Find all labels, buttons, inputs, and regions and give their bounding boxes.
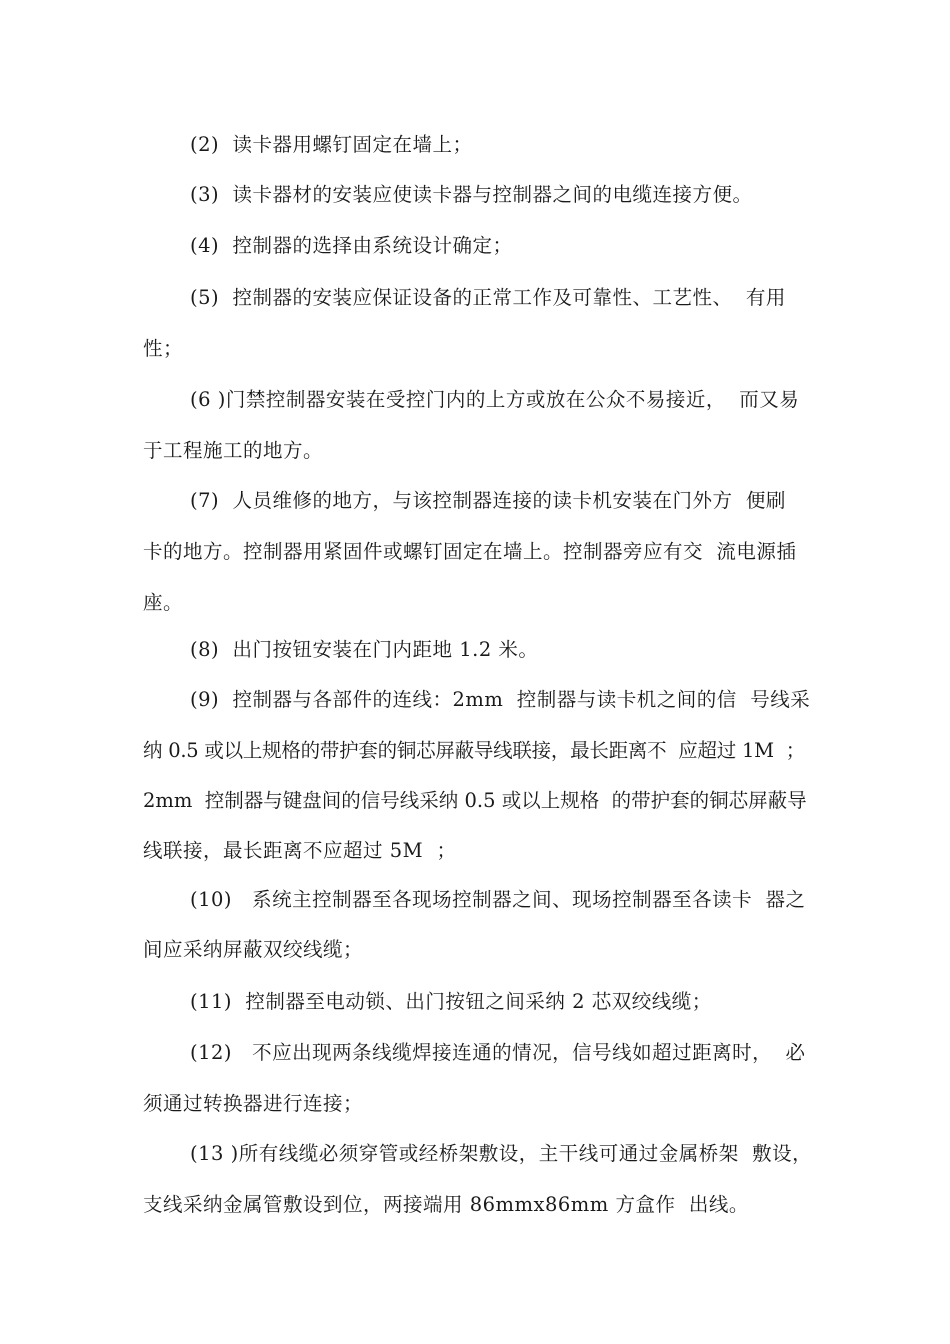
paragraph-line: 间应采纳屏蔽双绞线缆； [143, 938, 364, 961]
paragraph-line: (6 )门禁控制器安装在受控门内的上方或放在公众不易接近， 而又易 [190, 388, 800, 411]
paragraph-line: (4) 控制器的选择由系统设计确定； [190, 234, 513, 257]
paragraph-line: 线联接，最长距离不应超过 5M ； [143, 839, 457, 862]
paragraph-line: 于工程施工的地方。 [143, 439, 324, 462]
paragraph-line: (13 )所有线缆必须穿管或经桥架敷设，主干线可通过金属桥架 敷设， [190, 1142, 813, 1165]
paragraph-line: (11) 控制器至电动锁、出门按钮之间采纳 2 芯双绞线缆； [190, 990, 712, 1013]
paragraph-line: 须通过转换器进行连接； [143, 1092, 364, 1115]
paragraph-line: (8) 出门按钮安装在门内距地 1.2 米。 [190, 638, 539, 661]
paragraph-line: (12) 不应出现两条线缆焊接连通的情况，信号线如超过距离时， 必 [190, 1041, 806, 1064]
paragraph-line: (2) 读卡器用螺钉固定在墙上； [190, 133, 473, 156]
paragraph-line: (9) 控制器与各部件的连线：2mm 控制器与读卡机之间的信 号线采 [190, 688, 811, 711]
paragraph-line: 2mm 控制器与键盘间的信号线采纳 0.5 或以上规格 的带护套的铜芯屏蔽导 [143, 789, 807, 812]
paragraph-line: (5) 控制器的安装应保证设备的正常工作及可靠性、工艺性、 有用 [190, 286, 786, 309]
paragraph-line: (7) 人员维修的地方，与该控制器连接的读卡机安装在门外方 便刷 [190, 489, 786, 512]
paragraph-line: 纳 0.5 或以上规格的带护套的铜芯屏蔽导线联接，最长距离不 应超过 1M ； [143, 739, 806, 762]
paragraph-line: (10) 系统主控制器至各现场控制器之间、现场控制器至各读卡 器之 [190, 888, 806, 911]
paragraph-line: (3) 读卡器材的安装应使读卡器与控制器之间的电缆连接方便。 [190, 183, 753, 206]
paragraph-line: 性； [143, 337, 184, 360]
paragraph-line: 卡的地方。控制器用紧固件或螺钉固定在墙上。控制器旁应有交 流电源插 [143, 540, 797, 563]
paragraph-line: 支线采纳金属管敷设到位，两接端用 86mmx86mm 方盒作 出线。 [143, 1193, 749, 1216]
paragraph-line: 座。 [143, 591, 184, 614]
